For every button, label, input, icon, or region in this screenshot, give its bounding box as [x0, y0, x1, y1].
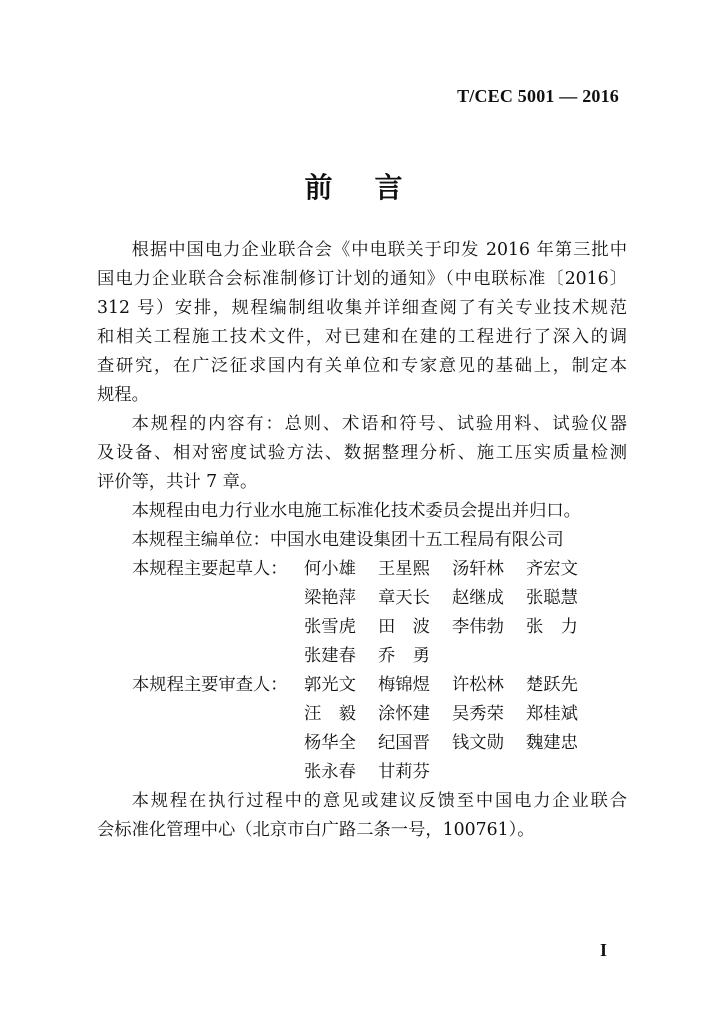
- reviewer-name: 许松林: [452, 675, 504, 695]
- reviewers-label: 本规程主要审查人：: [132, 675, 288, 695]
- reviewer-name: 吴秀荣: [452, 704, 504, 724]
- reviewers-list: [97, 671, 627, 787]
- paragraph-feedback: [97, 787, 627, 845]
- text-line: 本规程由电力行业水电施工标准化技术委员会提出并归口。: [131, 501, 581, 521]
- text-line: 本规程的内容有：总则、术语和符号、试验用料、试验仪器: [131, 414, 627, 434]
- text-line: 会标准化管理中心（北京市白广路二条一号，100761）。: [97, 820, 535, 840]
- drafter-name: 张 力: [526, 617, 578, 637]
- drafter-name: 王星熙: [378, 559, 430, 579]
- text-line: 国电力企业联合会标准制修订计划的通知》（中电联标准〔2016〕: [97, 269, 627, 289]
- page-title: 前言: [304, 171, 445, 204]
- reviewer-name: 钱文勋: [452, 733, 504, 753]
- drafter-name: 赵继成: [452, 588, 504, 608]
- drafter-name: 梁艳萍: [304, 588, 356, 608]
- paragraph-proposer: [97, 497, 627, 526]
- reviewer-name: 杨华全: [304, 733, 356, 753]
- preface-body: [97, 236, 627, 845]
- reviewer-name: 郑桂斌: [526, 704, 578, 724]
- drafter-name: 章天长: [378, 588, 430, 608]
- drafter-name: 张雪虎: [304, 617, 356, 637]
- drafter-name: 张聪慧: [526, 588, 578, 608]
- page-number: I: [600, 940, 608, 960]
- drafter-name: 张建春: [304, 646, 356, 666]
- text-line: 评价等，共计 7 章。: [97, 472, 258, 492]
- drafter-name: 何小雄: [304, 559, 356, 579]
- drafter-name: 乔 勇: [378, 646, 430, 666]
- text-line: 本规程主编单位：中国水电建设集团十五工程局有限公司: [131, 530, 564, 550]
- text-line: 根据中国电力企业联合会《中电联关于印发 2016 年第三批中: [131, 240, 627, 260]
- reviewer-name: 梅锦煜: [378, 675, 430, 695]
- reviewer-name: 纪国晋: [378, 733, 430, 753]
- reviewer-name: 张永春: [304, 762, 356, 782]
- reviewer-name: 郭光文: [304, 675, 356, 695]
- text-line: 规程。: [97, 385, 149, 405]
- drafter-name: 田 波: [378, 617, 430, 637]
- drafters-list: [97, 555, 627, 671]
- text-line: 及设备、相对密度试验方法、数据整理分析、施工压实质量检测: [97, 443, 627, 463]
- reviewer-name: 汪 毅: [304, 704, 356, 724]
- drafters-label: 本规程主要起草人：: [132, 559, 288, 579]
- paragraph-chief-unit: [97, 526, 627, 555]
- drafter-name: 李伟勃: [452, 617, 504, 637]
- reviewer-name: 魏建忠: [526, 733, 578, 753]
- drafter-name: 汤轩林: [452, 559, 504, 579]
- standard-code: T/CEC 5001 — 2016: [457, 86, 619, 106]
- text-line: 本规程在执行过程中的意见或建议反馈至中国电力企业联合: [131, 791, 627, 811]
- reviewer-name: 涂怀建: [378, 704, 430, 724]
- drafter-name: 齐宏文: [526, 559, 578, 579]
- paragraph-plan-basis: [97, 236, 627, 410]
- text-line: 和相关工程施工技术文件，对已建和在建的工程进行了深入的调: [97, 327, 627, 347]
- reviewer-name: 楚跃先: [526, 675, 578, 695]
- reviewer-name: 甘莉芬: [378, 762, 430, 782]
- text-line: 查研究，在广泛征求国内有关单位和专家意见的基础上，制定本: [97, 356, 627, 376]
- paragraph-contents: [97, 410, 627, 497]
- text-line: 312 号）安排，规程编制组收集并详细查阅了有关专业技术规范: [97, 298, 627, 318]
